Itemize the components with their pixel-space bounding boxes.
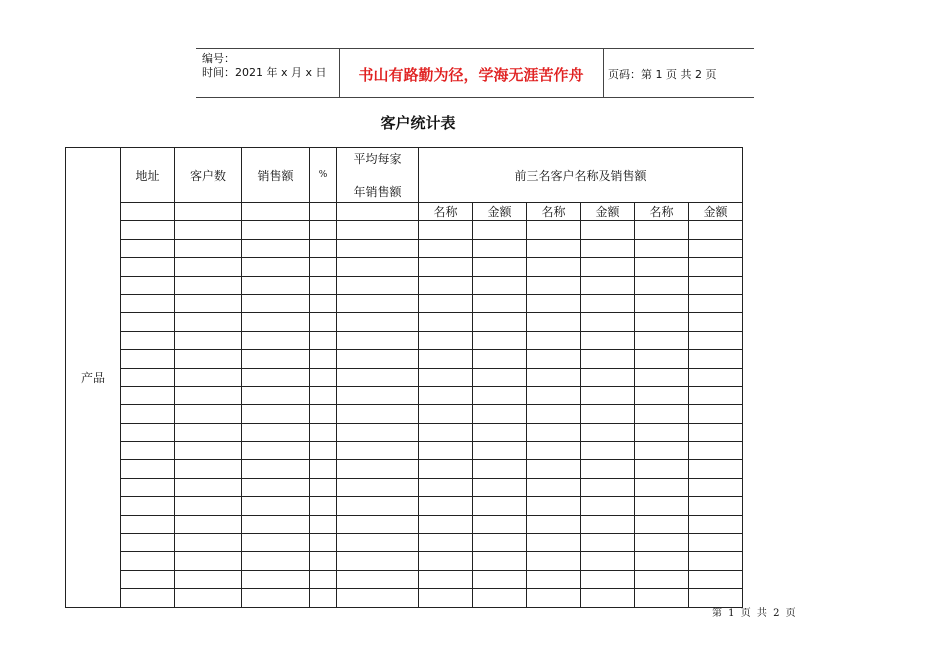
table-cell[interactable] [419,570,473,588]
table-row [66,294,743,312]
table-cell[interactable] [337,221,419,239]
table-row [66,258,743,276]
table-cell[interactable] [337,552,419,570]
table-row [66,239,743,257]
table-cell[interactable] [527,478,581,496]
header-sales: 销售额 [242,148,310,203]
table-cell[interactable] [310,589,337,607]
table-cell[interactable] [527,276,581,294]
table-cell[interactable] [635,589,689,607]
table-cell[interactable] [242,405,310,423]
table-cell[interactable] [242,368,310,386]
table-cell[interactable] [473,221,527,239]
table-cell[interactable] [635,386,689,404]
table-cell[interactable] [419,405,473,423]
subheader-amount-1: 金额 [473,203,527,221]
table-cell[interactable] [419,368,473,386]
table-cell[interactable] [635,478,689,496]
table-cell[interactable] [310,350,337,368]
table-cell[interactable] [527,331,581,349]
table-cell[interactable] [473,478,527,496]
table-cell[interactable] [635,497,689,515]
table-cell[interactable] [175,497,242,515]
table-cell[interactable] [121,589,175,607]
table-cell[interactable] [581,221,635,239]
table-cell[interactable] [242,515,310,533]
table-cell[interactable] [581,570,635,588]
table-cell[interactable] [310,276,337,294]
table-cell[interactable] [473,331,527,349]
table-cell[interactable] [635,221,689,239]
table-cell[interactable] [337,515,419,533]
table-cell[interactable] [581,478,635,496]
table-cell[interactable] [581,294,635,312]
table-row [66,570,743,588]
table-cell[interactable] [689,552,743,570]
table-cell[interactable] [337,258,419,276]
table-cell[interactable] [473,552,527,570]
header-divider [603,49,604,97]
header-top3-customers: 前三名客户名称及销售额 [419,148,743,203]
table-cell[interactable] [419,239,473,257]
table-row [66,276,743,294]
table-cell[interactable] [310,294,337,312]
table-cell[interactable] [419,294,473,312]
table-cell[interactable] [635,534,689,552]
table-row [66,497,743,515]
table-header-row [66,148,743,203]
table-row [66,423,743,441]
table-cell[interactable] [419,442,473,460]
table-row [66,442,743,460]
table-cell[interactable] [419,460,473,478]
table-cell[interactable] [175,442,242,460]
table-cell[interactable] [310,460,337,478]
table-cell[interactable] [527,570,581,588]
table-cell[interactable] [242,478,310,496]
table-cell[interactable] [689,570,743,588]
table-cell[interactable] [581,258,635,276]
table-cell[interactable] [419,313,473,331]
table-cell[interactable] [635,350,689,368]
table-cell[interactable] [635,570,689,588]
table-cell[interactable] [689,313,743,331]
table-cell[interactable] [419,589,473,607]
table-cell[interactable] [121,515,175,533]
page-footer: 第 1 页 共 2 页 [712,608,796,619]
table-cell[interactable] [175,534,242,552]
header-average-sales [337,148,419,203]
table-cell[interactable] [419,534,473,552]
table-cell[interactable] [121,239,175,257]
header-address: 地址 [121,148,175,203]
table-cell[interactable] [175,460,242,478]
table-cell[interactable] [527,423,581,441]
table-cell[interactable] [242,442,310,460]
table-cell[interactable] [121,276,175,294]
table-cell[interactable] [527,239,581,257]
table-cell[interactable] [419,497,473,515]
table-cell[interactable] [473,276,527,294]
table-cell[interactable] [689,368,743,386]
table-cell[interactable] [337,368,419,386]
table-cell[interactable] [310,386,337,404]
table-cell[interactable] [689,350,743,368]
table-cell[interactable] [310,368,337,386]
table-cell[interactable] [242,589,310,607]
table-cell[interactable] [473,294,527,312]
table-cell[interactable] [473,515,527,533]
table-row [66,386,743,404]
table-cell[interactable] [121,294,175,312]
table-row [66,460,743,478]
table-cell[interactable] [310,552,337,570]
table-cell[interactable] [175,276,242,294]
table-cell[interactable] [337,350,419,368]
table-cell[interactable] [527,294,581,312]
table-cell[interactable] [581,386,635,404]
table-cell[interactable] [121,534,175,552]
table-cell[interactable] [175,331,242,349]
table-row [66,478,743,496]
table-cell[interactable] [419,386,473,404]
table-cell[interactable] [310,423,337,441]
table-cell[interactable] [310,442,337,460]
table-cell[interactable] [581,515,635,533]
table-cell[interactable] [175,294,242,312]
code-label: 编号： [202,52,235,65]
table-row [66,331,743,349]
table-cell[interactable] [242,497,310,515]
table-cell[interactable] [689,515,743,533]
table-cell[interactable] [581,552,635,570]
table-cell[interactable] [175,258,242,276]
subheader-amount-2: 金额 [581,203,635,221]
table-cell[interactable] [242,313,310,331]
table-cell[interactable] [121,203,175,221]
table-cell[interactable] [175,350,242,368]
table-cell[interactable] [419,350,473,368]
table-cell[interactable] [419,258,473,276]
table-cell[interactable] [419,515,473,533]
table-cell[interactable] [689,331,743,349]
table-cell[interactable] [121,442,175,460]
table-cell[interactable] [689,276,743,294]
table-cell[interactable] [473,497,527,515]
table-cell[interactable] [527,589,581,607]
subheader-amount-3: 金额 [689,203,743,221]
table-row [66,534,743,552]
table-row [66,405,743,423]
document-header [196,48,754,98]
table-cell[interactable] [527,350,581,368]
table-cell[interactable] [337,294,419,312]
table-cell[interactable] [175,386,242,404]
table-cell[interactable] [635,442,689,460]
table-cell[interactable] [242,386,310,404]
table-cell[interactable] [689,423,743,441]
table-cell[interactable] [121,331,175,349]
table-cell[interactable] [242,221,310,239]
time-label: 时间：2021 年 x 月 x 日 [202,66,327,79]
table-cell[interactable] [581,460,635,478]
table-cell[interactable] [635,239,689,257]
table-cell[interactable] [689,478,743,496]
table-cell[interactable] [689,239,743,257]
table-cell[interactable] [473,239,527,257]
table-cell[interactable] [473,368,527,386]
table-cell[interactable] [419,478,473,496]
table-row [66,552,743,570]
table-cell[interactable] [527,534,581,552]
table-cell[interactable] [310,478,337,496]
table-cell[interactable] [581,276,635,294]
table-cell[interactable] [175,368,242,386]
table-cell[interactable] [242,294,310,312]
table-cell[interactable] [310,313,337,331]
table-cell[interactable] [689,460,743,478]
header-motto: 书山有路勤为径，学海无涯苦作舟 [358,66,584,84]
table-row [66,313,743,331]
header-average-line1: 平均每家 [353,152,402,166]
table-cell[interactable] [473,570,527,588]
table-cell[interactable] [527,386,581,404]
table-cell[interactable] [242,552,310,570]
table-cell[interactable] [310,405,337,423]
page-title: 客户统计表 [380,114,456,132]
table-cell[interactable] [689,497,743,515]
table-cell[interactable] [635,331,689,349]
table-cell[interactable] [527,221,581,239]
table-cell[interactable] [175,221,242,239]
table-cell[interactable] [635,515,689,533]
table-cell[interactable] [310,239,337,257]
table-cell[interactable] [175,552,242,570]
table-cell[interactable] [581,534,635,552]
table-cell[interactable] [419,331,473,349]
table-cell[interactable] [121,313,175,331]
table-cell[interactable] [473,258,527,276]
table-cell[interactable] [242,460,310,478]
table-cell[interactable] [473,386,527,404]
table-cell[interactable] [121,570,175,588]
table-cell[interactable] [581,239,635,257]
table-cell[interactable] [175,478,242,496]
table-cell[interactable] [581,589,635,607]
table-cell[interactable] [473,423,527,441]
header-meta [202,52,327,80]
table-cell[interactable] [473,534,527,552]
table-cell[interactable] [527,258,581,276]
table-cell[interactable] [175,570,242,588]
header-percent: % [310,148,337,203]
table-cell[interactable] [310,221,337,239]
table-cell[interactable] [635,258,689,276]
table-cell[interactable] [337,460,419,478]
table-cell[interactable] [337,405,419,423]
table-cell[interactable] [337,534,419,552]
table-cell[interactable] [242,276,310,294]
table-cell[interactable] [337,478,419,496]
table-row [66,515,743,533]
table-row [66,350,743,368]
table-cell[interactable] [527,405,581,423]
table-cell[interactable] [473,313,527,331]
table-cell[interactable] [121,460,175,478]
table-cell[interactable] [310,515,337,533]
table-cell[interactable] [581,442,635,460]
table-cell[interactable] [337,423,419,441]
table-cell[interactable] [121,386,175,404]
table-cell[interactable] [121,405,175,423]
table-cell[interactable] [689,221,743,239]
table-cell[interactable] [635,460,689,478]
table-cell[interactable] [581,350,635,368]
table-row [66,368,743,386]
table-cell[interactable] [175,405,242,423]
table-cell[interactable] [581,313,635,331]
table-cell[interactable] [242,423,310,441]
table-cell[interactable] [419,552,473,570]
header-customer-count: 客户数 [175,148,242,203]
table-cell[interactable] [175,203,242,221]
table-cell[interactable] [337,570,419,588]
table-cell[interactable] [121,258,175,276]
header-average-line2: 年销售额 [353,185,402,199]
table-cell[interactable] [689,258,743,276]
table-subheader-row [66,203,743,221]
table-cell[interactable] [242,203,310,221]
table-cell[interactable] [175,313,242,331]
table-cell[interactable] [689,294,743,312]
subheader-name-1: 名称 [419,203,473,221]
table-row [66,589,743,607]
table-row [66,221,743,239]
table-cell[interactable] [175,239,242,257]
table-cell[interactable] [473,589,527,607]
subheader-name-2: 名称 [527,203,581,221]
table-cell[interactable] [310,497,337,515]
table-cell[interactable] [635,276,689,294]
table-cell[interactable] [121,478,175,496]
table-cell[interactable] [337,442,419,460]
table-cell[interactable] [242,350,310,368]
table-cell[interactable] [121,497,175,515]
table-cell[interactable] [121,350,175,368]
table-cell[interactable] [689,442,743,460]
table-cell[interactable] [175,515,242,533]
header-page-number: 页码：第 1 页 共 2 页 [608,68,717,81]
table-cell[interactable] [527,442,581,460]
table-cell[interactable] [473,442,527,460]
subheader-name-3: 名称 [635,203,689,221]
table-cell[interactable] [419,276,473,294]
table-cell[interactable] [581,423,635,441]
table-cell[interactable] [337,313,419,331]
table-cell[interactable] [527,313,581,331]
table-cell[interactable] [689,386,743,404]
table-cell[interactable] [527,460,581,478]
table-cell[interactable] [635,294,689,312]
table-cell[interactable] [689,534,743,552]
table-cell[interactable] [337,497,419,515]
table-cell[interactable] [175,589,242,607]
table-cell[interactable] [310,258,337,276]
table-cell[interactable] [635,552,689,570]
customer-stats-table [65,147,743,608]
table-cell[interactable] [635,423,689,441]
table-cell[interactable] [581,368,635,386]
table-cell[interactable] [175,423,242,441]
table-cell[interactable] [337,331,419,349]
table-cell[interactable] [527,368,581,386]
table-cell[interactable] [121,368,175,386]
table-cell[interactable] [310,570,337,588]
table-cell[interactable] [121,552,175,570]
table-cell[interactable] [527,515,581,533]
table-cell[interactable] [310,203,337,221]
table-cell[interactable] [242,239,310,257]
table-cell[interactable] [473,405,527,423]
table-cell[interactable] [337,386,419,404]
table-cell[interactable] [689,405,743,423]
table-cell[interactable] [337,239,419,257]
table-cell[interactable] [635,405,689,423]
table-cell[interactable] [419,221,473,239]
table-cell[interactable] [581,497,635,515]
table-cell[interactable] [527,497,581,515]
table-cell[interactable] [581,405,635,423]
table-cell[interactable] [473,460,527,478]
table-cell[interactable] [242,258,310,276]
table-cell[interactable] [337,203,419,221]
table-cell[interactable] [419,423,473,441]
table-cell[interactable] [310,331,337,349]
header-product: 产品 [66,148,121,608]
table-cell[interactable] [635,313,689,331]
table-cell[interactable] [242,331,310,349]
table-cell[interactable] [310,534,337,552]
table-cell[interactable] [635,368,689,386]
table-cell[interactable] [527,552,581,570]
table-cell[interactable] [121,221,175,239]
table-cell[interactable] [121,423,175,441]
table-cell[interactable] [242,570,310,588]
table-cell[interactable] [473,350,527,368]
table-cell[interactable] [337,276,419,294]
table-cell[interactable] [242,534,310,552]
table-cell[interactable] [337,589,419,607]
table-cell[interactable] [581,331,635,349]
